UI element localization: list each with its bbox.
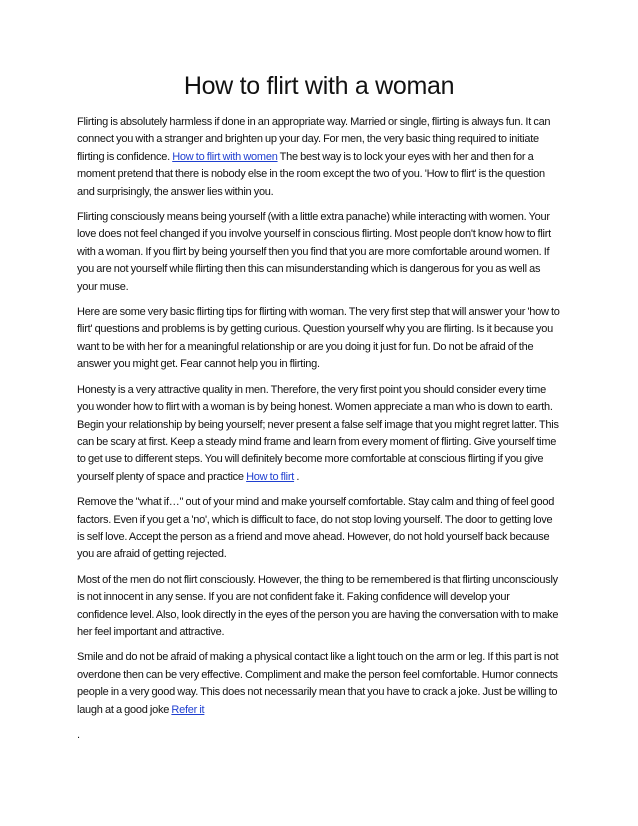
paragraph-4 [77, 382, 561, 486]
how-to-flirt-with-women-link[interactable]: How to flirt with women [172, 150, 278, 163]
paragraph-1 [77, 114, 561, 201]
paragraph-6: Most of the men do not flirt consciously. However, the thing to be remembered is that flirting unconsciously is not innocent in any sense. If you are not confident fake it. Faking confidence will develop your confidence level. Also, look directly in the eyes of the person you are having the conversation with to make her feel important and attractive. [77, 573, 559, 638]
paragraph-7 [77, 649, 561, 719]
document-page [77, 70, 561, 744]
paragraph-7-text-start: Smile and do not be afraid of making a physical contact like a light touch on the arm or leg. If this part is not overdone then can be very effective. Compliment and make the person feel comfortable. Humor connects people in a very good way. This does not necessarily mean that you have to crack a joke. Just be willing to laugh at a good joke [77, 651, 559, 716]
paragraph-1-text-end: The best way is to lock your eyes with her and then for a moment pretend that there is nobody else in the room except the two of you. 'How to flirt' is the question and surprisingly, the answer lies within you. [77, 150, 545, 198]
paragraph-4-text-end: . [294, 470, 300, 483]
paragraph-3: Here are some very basic flirting tips for flirting with woman. The very first step that will answer your 'how to flirt' questions and problems is by getting curious. Question yourself why you are flirting. Is it because you want to be with her for a meaningful relationship or are you doing it just for fun. Do not be afraid of the answer you might get. Fear cannot help you in flirting. [77, 306, 560, 371]
trailing-period: . [77, 729, 81, 741]
how-to-flirt-link[interactable]: How to flirt [246, 470, 295, 483]
paragraph-1-text-start: Flirting is absolutely harmless if done in an appropriate way. Married or single, flirting is always fun. It can connect you with a stranger and brighten up your day. For men, the very basic thing required to initiate flirting is confidence. [77, 116, 551, 163]
refer-it-link[interactable]: Refer it [171, 703, 205, 716]
paragraph-2: Flirting consciously means being yourself (with a little extra panache) while interacting with women. Your love does not feel changed if you involve yourself in conscious flirting. Most people don't know how to flirt with a woman. If you flirt by being yourself then you find that you are more comfortable around women. If you are not yourself while flirting then this can misunderstanding which is dangerous for you as well as your muse. [77, 211, 551, 293]
paragraph-5: Remove the "what if…" out of your mind and make yourself comfortable. Stay calm and thing of feel good factors. Even if you get a 'no', which is difficult to face, do not stop loving yourself. The door to getting love is self love. Accept the person as a friend and move ahead. However, do not hold yourself back because you are afraid of getting rejected. [77, 496, 555, 561]
paragraph-4-text-start: Honesty is a very attractive quality in men. Therefore, the very first point you should consider every time you wonder how to flirt with a woman is by being honest. Women appreciate a man who is down to earth. Begin your relationship by being yourself; never present a false self image that you might regret latter. This can be scary at first. Keep a steady mind frame and learn from every moment of flirting. Give yourself time to get use to different steps. You will definitely become more comfortable at conscious flirting if you give yourself plenty of space and practice [77, 383, 559, 483]
page-title: How to flirt with a woman [183, 72, 455, 100]
